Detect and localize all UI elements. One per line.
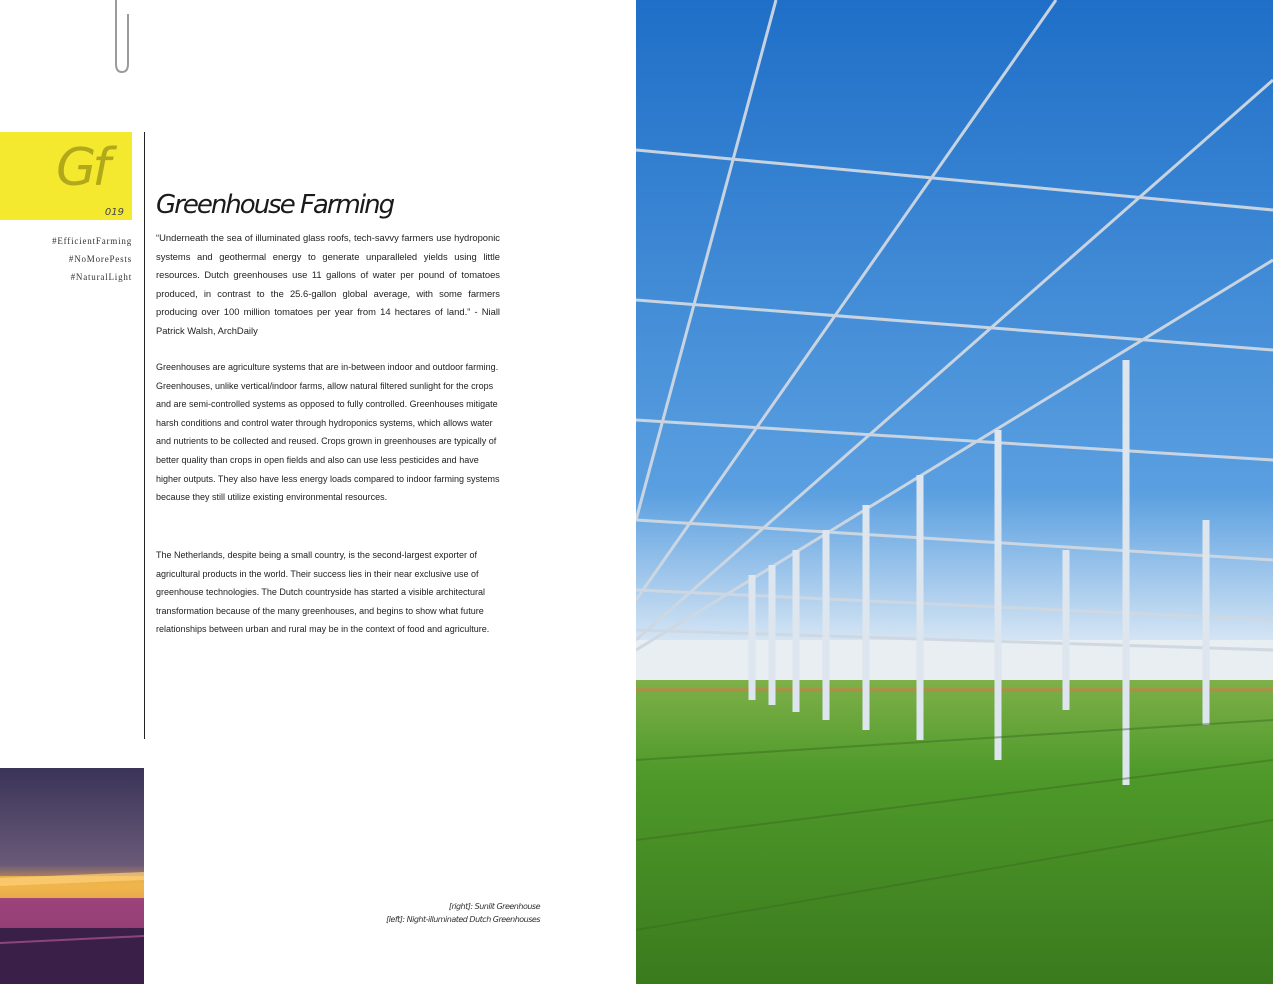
- photo-captions: [300, 900, 540, 926]
- hashtag: #NaturalLight: [70, 272, 132, 282]
- body-paragraph: The Netherlands, despite being a small country, is the second-largest exporter of agricultural products in the world. Their success lies in their near exclusive use of greenhouse technologies. The Dutch countryside has started a visible architectural transformation because of the many greenhouses, and begins to show what future relationships between urban and rural may be in the context of food and agriculture.: [156, 550, 490, 635]
- divider-line: [144, 132, 145, 739]
- hashtag: #EfficientFarming: [52, 236, 132, 246]
- category-tile: [0, 132, 132, 220]
- page-number: 019: [104, 207, 124, 218]
- caption-right: [right]: Sunlit Greenhouse: [448, 902, 540, 911]
- paperclip-icon: [110, 0, 134, 74]
- hashtag-list: [0, 232, 132, 286]
- body-paragraph: Greenhouses are agriculture systems that are in-between indoor and outdoor farming. Greenhouses, unlike vertical/indoor farms, allow natural filtered sunlight for the crops and are semi-controlled systems as opposed to fully controlled. Greenhouses mitigate harsh conditions and control water through hydroponics systems, which allows water and nutrients to be collected and reused. Crops grown in greenhouses are typically of better quality than crops in open fields and also can use less pesticides and have higher outputs. They also have less energy loads compared to indoor farming systems because they still utilize existing environmental resources.: [156, 362, 500, 503]
- night-greenhouse-photo: [0, 768, 144, 984]
- quote-text: “Underneath the sea of illuminated glass roofs, tech-savvy farmers use hydroponic systems and geothermal energy to generate unparalleled yields using little resources. Dutch greenhouses use 11 gallons of water per pound of tomatoes produced, in contrast to the 25.6-gallon global average, with some farmers producing over 100 million tomatoes per year from 14 hectares of land.” - Niall Patrick Walsh, ArchDaily: [156, 232, 500, 336]
- category-symbol: Gf: [56, 138, 107, 198]
- caption-left: [left]: Night-illuminated Dutch Greenhouses: [386, 915, 540, 924]
- sunlit-greenhouse-photo: [636, 0, 1273, 984]
- hashtag: #NoMorePests: [68, 254, 132, 264]
- page-title: Greenhouse Farming: [156, 190, 394, 220]
